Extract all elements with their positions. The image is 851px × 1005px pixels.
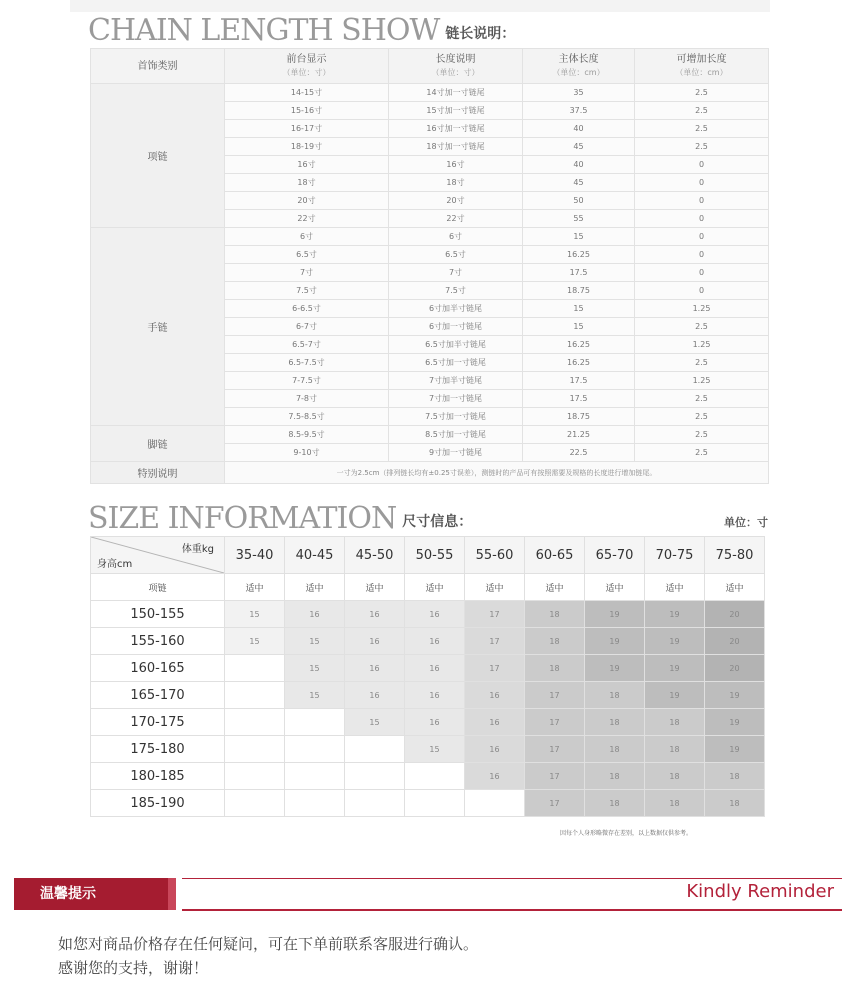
reminder-line-1: 如您对商品价格存在任何疑问，可在下单前联系客服进行确认。: [58, 935, 479, 953]
size-row: [91, 655, 765, 682]
chain-cell: 9寸加一寸链尾: [389, 444, 523, 462]
size-value-cell: 18: [645, 709, 705, 736]
size-fit-row: [91, 574, 765, 601]
size-row: [91, 790, 765, 817]
top-strip: [70, 0, 770, 12]
chain-cell: 6.5寸: [225, 246, 389, 264]
size-value-cell: [225, 682, 285, 709]
chain-length-table: [90, 48, 769, 484]
chain-row: [91, 228, 769, 246]
chain-cell: 17.5: [523, 372, 635, 390]
chain-header-label: 前台显示: [286, 54, 327, 65]
size-value-cell: 19: [705, 682, 765, 709]
chain-cell: 16寸: [389, 156, 523, 174]
chain-cell: 0: [635, 192, 769, 210]
chain-cell: 6.5-7寸: [225, 336, 389, 354]
chain-cell: 22寸: [389, 210, 523, 228]
size-value-cell: 16: [465, 736, 525, 763]
size-title-cn: 尺寸信息：: [402, 514, 473, 530]
weight-range-header: 75-80: [705, 537, 765, 574]
size-value-cell: [225, 763, 285, 790]
size-value-cell: 18: [585, 682, 645, 709]
size-row: [91, 628, 765, 655]
size-value-cell: 15: [285, 655, 345, 682]
chain-cell: 6-7寸: [225, 318, 389, 336]
chain-cell: 17.5: [523, 390, 635, 408]
size-value-cell: 15: [345, 709, 405, 736]
chain-category-cell: 项链: [91, 84, 225, 228]
height-range-cell: 180-185: [91, 763, 225, 790]
chain-cell: 2.5: [635, 102, 769, 120]
reminder-banner: [14, 872, 842, 916]
size-row: [91, 736, 765, 763]
reminder-line-bottom: [182, 909, 842, 911]
chain-header-label: 主体长度: [558, 54, 599, 65]
chain-header-unit: （单位：寸）: [431, 68, 480, 77]
size-row: [91, 763, 765, 790]
size-value-cell: 19: [705, 736, 765, 763]
chain-cell: 2.5: [635, 84, 769, 102]
fit-cell: 适中: [705, 574, 765, 601]
corner-weight-label: 体重kg: [181, 544, 214, 555]
size-value-cell: 18: [585, 790, 645, 817]
fit-cell: 适中: [465, 574, 525, 601]
chain-cell: 16寸: [225, 156, 389, 174]
fit-cell: 适中: [345, 574, 405, 601]
chain-cell: 20寸: [389, 192, 523, 210]
size-value-cell: 18: [525, 601, 585, 628]
chain-header-cell: [91, 49, 225, 84]
weight-range-header: 40-45: [285, 537, 345, 574]
fit-row-label: 项链: [91, 574, 225, 601]
height-range-cell: 185-190: [91, 790, 225, 817]
weight-range-header: 70-75: [645, 537, 705, 574]
chain-cell: 35: [523, 84, 635, 102]
chain-row: [91, 426, 769, 444]
size-value-cell: [345, 736, 405, 763]
chain-cell: 15-16寸: [225, 102, 389, 120]
chain-cell: 2.5: [635, 354, 769, 372]
chain-cell: 2.5: [635, 318, 769, 336]
size-value-cell: 19: [645, 628, 705, 655]
size-value-cell: 16: [345, 682, 405, 709]
size-row: [91, 682, 765, 709]
chain-cell: 7.5寸加一寸链尾: [389, 408, 523, 426]
chain-cell: 18-19寸: [225, 138, 389, 156]
chain-note-label: 特别说明: [91, 462, 225, 484]
size-value-cell: 16: [345, 628, 405, 655]
size-value-cell: [225, 736, 285, 763]
size-value-cell: 18: [705, 790, 765, 817]
size-value-cell: 16: [405, 709, 465, 736]
chain-cell: 18寸: [225, 174, 389, 192]
chain-cell: 40: [523, 156, 635, 174]
chain-cell: 2.5: [635, 444, 769, 462]
reminder-label-en: Kindly Reminder: [686, 881, 834, 902]
size-value-cell: 20: [705, 601, 765, 628]
size-value-cell: [285, 709, 345, 736]
chain-cell: 7.5寸: [389, 282, 523, 300]
chain-cell: 6寸加半寸链尾: [389, 300, 523, 318]
weight-range-header: 60-65: [525, 537, 585, 574]
chain-row: [91, 84, 769, 102]
chain-cell: 55: [523, 210, 635, 228]
chain-cell: 7寸加一寸链尾: [389, 390, 523, 408]
size-value-cell: 17: [465, 655, 525, 682]
chain-header-cell: [635, 49, 769, 84]
size-value-cell: 18: [645, 736, 705, 763]
size-value-cell: 16: [465, 763, 525, 790]
chain-cell: 9-10寸: [225, 444, 389, 462]
chain-cell: 17.5: [523, 264, 635, 282]
size-value-cell: 19: [585, 655, 645, 682]
reminder-label-edge: [168, 878, 176, 910]
chain-cell: 8.5-9.5寸: [225, 426, 389, 444]
size-value-cell: 18: [705, 763, 765, 790]
chain-category-cell: 脚链: [91, 426, 225, 462]
chain-cell: 22寸: [225, 210, 389, 228]
size-value-cell: [225, 790, 285, 817]
chain-cell: 15: [523, 228, 635, 246]
size-value-cell: 17: [525, 682, 585, 709]
chain-cell: 18寸加一寸链尾: [389, 138, 523, 156]
chain-cell: 6.5-7.5寸: [225, 354, 389, 372]
weight-range-header: 35-40: [225, 537, 285, 574]
size-footnote: 因每个人身形略微存在差别，以上数据仅供参考。: [560, 830, 693, 837]
size-row: [91, 601, 765, 628]
chain-header-unit: （单位：cm）: [675, 68, 728, 77]
chain-cell: 16.25: [523, 336, 635, 354]
fit-cell: 适中: [225, 574, 285, 601]
chain-cell: 18.75: [523, 282, 635, 300]
chain-category-cell: 手链: [91, 228, 225, 426]
chain-header-label: 可增加长度: [676, 54, 727, 65]
size-value-cell: 18: [645, 790, 705, 817]
chain-cell: 6-6.5寸: [225, 300, 389, 318]
chain-cell: 20寸: [225, 192, 389, 210]
chain-cell: 16.25: [523, 246, 635, 264]
height-range-cell: 160-165: [91, 655, 225, 682]
weight-range-header: 45-50: [345, 537, 405, 574]
chain-cell: 6.5寸: [389, 246, 523, 264]
size-value-cell: 18: [585, 736, 645, 763]
size-unit-label: 单位：寸: [724, 516, 768, 529]
chain-cell: 15: [523, 300, 635, 318]
size-value-cell: 19: [705, 709, 765, 736]
fit-cell: 适中: [585, 574, 645, 601]
chain-cell: 8.5寸加一寸链尾: [389, 426, 523, 444]
size-value-cell: 18: [645, 763, 705, 790]
chain-cell: 7.5-8.5寸: [225, 408, 389, 426]
chain-cell: 40: [523, 120, 635, 138]
size-value-cell: 16: [345, 655, 405, 682]
chain-cell: 16寸加一寸链尾: [389, 120, 523, 138]
chain-cell: 0: [635, 264, 769, 282]
size-value-cell: 17: [465, 628, 525, 655]
chain-header-cell: [225, 49, 389, 84]
size-value-cell: 16: [465, 682, 525, 709]
size-value-cell: [345, 763, 405, 790]
reminder-label-box: 温馨提示: [14, 878, 168, 910]
size-value-cell: 18: [525, 655, 585, 682]
height-range-cell: 165-170: [91, 682, 225, 709]
chain-cell: 14寸加一寸链尾: [389, 84, 523, 102]
chain-cell: 37.5: [523, 102, 635, 120]
chain-note-row: [91, 462, 769, 484]
size-value-cell: 18: [585, 763, 645, 790]
fit-cell: 适中: [405, 574, 465, 601]
size-title-en: SIZE INFORMATION: [88, 501, 397, 536]
chain-cell: 16-17寸: [225, 120, 389, 138]
size-corner-cell: [91, 537, 225, 574]
chain-cell: 2.5: [635, 390, 769, 408]
size-value-cell: 16: [285, 601, 345, 628]
chain-cell: 6寸加一寸链尾: [389, 318, 523, 336]
size-value-cell: 19: [585, 628, 645, 655]
chain-cell: 7-8寸: [225, 390, 389, 408]
size-value-cell: 19: [645, 655, 705, 682]
weight-range-header: 50-55: [405, 537, 465, 574]
fit-cell: 适中: [525, 574, 585, 601]
size-value-cell: 16: [405, 601, 465, 628]
chain-header-label: 长度说明: [435, 54, 476, 65]
chain-cell: 1.25: [635, 300, 769, 318]
chain-cell: 1.25: [635, 336, 769, 354]
size-value-cell: [225, 709, 285, 736]
chain-cell: 2.5: [635, 408, 769, 426]
corner-height-label: 身高cm: [97, 559, 133, 570]
chain-cell: 1.25: [635, 372, 769, 390]
chain-header-unit: （单位：cm）: [552, 68, 605, 77]
size-value-cell: 17: [465, 601, 525, 628]
size-value-cell: [285, 763, 345, 790]
chain-cell: 0: [635, 174, 769, 192]
size-value-cell: 17: [525, 736, 585, 763]
chain-cell: 0: [635, 210, 769, 228]
chain-cell: 7寸加半寸链尾: [389, 372, 523, 390]
chain-header-label: 首饰类别: [137, 60, 178, 72]
chain-cell: 18寸: [389, 174, 523, 192]
chain-cell: 2.5: [635, 120, 769, 138]
size-value-cell: 18: [525, 628, 585, 655]
size-value-cell: [285, 790, 345, 817]
chain-cell: 0: [635, 246, 769, 264]
chain-cell: 7-7.5寸: [225, 372, 389, 390]
size-value-cell: [345, 790, 405, 817]
chain-cell: 14-15寸: [225, 84, 389, 102]
size-value-cell: 16: [405, 655, 465, 682]
size-value-cell: 17: [525, 709, 585, 736]
chain-cell: 2.5: [635, 138, 769, 156]
chain-cell: 45: [523, 174, 635, 192]
chain-cell: 45: [523, 138, 635, 156]
chain-header-cell: [389, 49, 523, 84]
size-value-cell: 19: [645, 682, 705, 709]
reminder-line-2: 感谢您的支持，谢谢！: [58, 959, 209, 977]
chain-header-unit: （单位：寸）: [282, 68, 331, 77]
reminder-line-top: [182, 878, 842, 879]
weight-range-header: 55-60: [465, 537, 525, 574]
size-value-cell: [285, 736, 345, 763]
chain-cell: 6.5寸加一寸链尾: [389, 354, 523, 372]
height-range-cell: 155-160: [91, 628, 225, 655]
chain-cell: 15: [523, 318, 635, 336]
chain-section-title: [88, 14, 515, 48]
size-value-cell: [465, 790, 525, 817]
chain-cell: 0: [635, 156, 769, 174]
height-range-cell: 150-155: [91, 601, 225, 628]
chain-cell: 6寸: [389, 228, 523, 246]
size-value-cell: 16: [405, 628, 465, 655]
chain-cell: 7寸: [389, 264, 523, 282]
reminder-message: [58, 932, 478, 980]
height-range-cell: 170-175: [91, 709, 225, 736]
chain-note-text: 一寸为2.5cm（排列链长均有±0.25寸误差），测链时的产品可有按照需要及规格的长度进行增加链尾。: [225, 462, 769, 484]
size-value-cell: 16: [465, 709, 525, 736]
chain-cell: 50: [523, 192, 635, 210]
chain-cell: 16.25: [523, 354, 635, 372]
size-value-cell: 17: [525, 790, 585, 817]
chain-cell: 6寸: [225, 228, 389, 246]
size-value-cell: 17: [525, 763, 585, 790]
size-weight-row: [91, 537, 765, 574]
chain-header-row: [91, 49, 769, 84]
size-value-cell: [405, 763, 465, 790]
size-value-cell: [225, 655, 285, 682]
chain-cell: 2.5: [635, 426, 769, 444]
chain-cell: 7.5寸: [225, 282, 389, 300]
size-value-cell: 15: [225, 628, 285, 655]
weight-range-header: 65-70: [585, 537, 645, 574]
fit-cell: 适中: [645, 574, 705, 601]
size-information-table: [90, 536, 765, 817]
chain-cell: 6.5寸加半寸链尾: [389, 336, 523, 354]
size-section-title: [88, 500, 768, 536]
chain-cell: 7寸: [225, 264, 389, 282]
chain-title-cn: 链长说明：: [445, 26, 516, 42]
size-value-cell: 16: [345, 601, 405, 628]
size-value-cell: 18: [585, 709, 645, 736]
height-range-cell: 175-180: [91, 736, 225, 763]
chain-cell: 18.75: [523, 408, 635, 426]
size-value-cell: 15: [285, 682, 345, 709]
size-value-cell: 15: [285, 628, 345, 655]
size-row: [91, 709, 765, 736]
size-value-cell: [405, 790, 465, 817]
chain-cell: 0: [635, 228, 769, 246]
size-value-cell: 20: [705, 628, 765, 655]
size-value-cell: 16: [405, 682, 465, 709]
size-value-cell: 19: [645, 601, 705, 628]
size-value-cell: 15: [225, 601, 285, 628]
chain-header-cell: [523, 49, 635, 84]
chain-cell: 0: [635, 282, 769, 300]
fit-cell: 适中: [285, 574, 345, 601]
chain-title-en: CHAIN LENGTH SHOW: [88, 13, 440, 48]
chain-cell: 15寸加一寸链尾: [389, 102, 523, 120]
size-value-cell: 19: [585, 601, 645, 628]
chain-cell: 22.5: [523, 444, 635, 462]
size-value-cell: 20: [705, 655, 765, 682]
size-value-cell: 15: [405, 736, 465, 763]
chain-cell: 21.25: [523, 426, 635, 444]
